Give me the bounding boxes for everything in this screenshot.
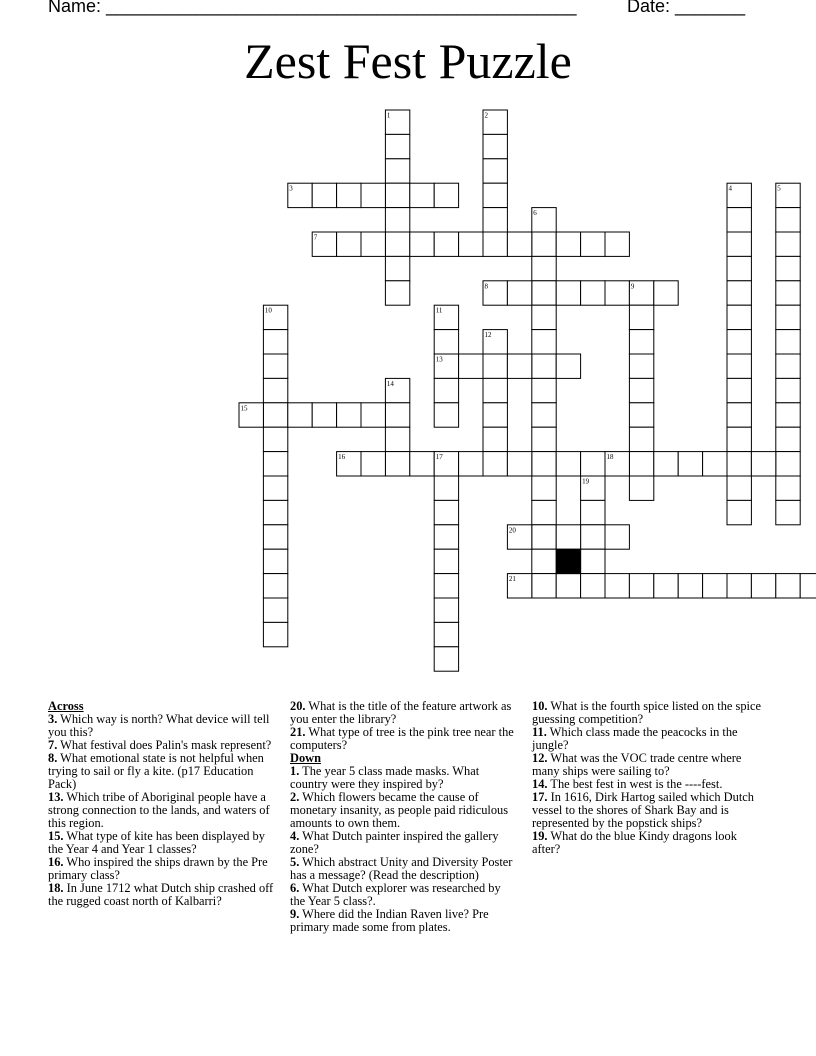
grid-cell[interactable] bbox=[263, 330, 287, 354]
cell-number: 8 bbox=[484, 282, 488, 291]
grid-cell[interactable] bbox=[532, 281, 556, 305]
grid-cell[interactable] bbox=[532, 330, 556, 354]
grid-cell[interactable] bbox=[434, 647, 458, 671]
grid-cell[interactable] bbox=[532, 354, 556, 378]
grid-cell[interactable] bbox=[727, 476, 751, 500]
clues-column-2 bbox=[290, 700, 518, 934]
grid-cell[interactable] bbox=[727, 256, 751, 280]
grid-cell[interactable] bbox=[532, 452, 556, 476]
grid-cell[interactable] bbox=[629, 452, 653, 476]
grid-cell[interactable] bbox=[361, 183, 385, 207]
clue-number: 21. bbox=[290, 725, 306, 739]
clue-item bbox=[290, 908, 518, 934]
grid-cell[interactable] bbox=[385, 183, 409, 207]
clue-text: The best fest in west is the ----fest. bbox=[547, 777, 723, 791]
grid-cell[interactable] bbox=[629, 403, 653, 427]
grid-cell[interactable] bbox=[385, 452, 409, 476]
cell-number: 2 bbox=[484, 111, 488, 120]
grid-cell[interactable] bbox=[434, 622, 458, 646]
clues-column-3 bbox=[532, 700, 764, 856]
clue-number: 6. bbox=[290, 881, 300, 895]
across-heading: Across bbox=[48, 699, 84, 713]
cell-number: 10 bbox=[264, 306, 272, 315]
grid-cell[interactable] bbox=[751, 574, 775, 598]
grid-cell[interactable] bbox=[629, 305, 653, 329]
clue-item bbox=[532, 726, 764, 752]
grid-cell[interactable] bbox=[654, 281, 678, 305]
grid-cell[interactable] bbox=[629, 378, 653, 402]
grid-cell[interactable] bbox=[605, 281, 629, 305]
down-clue-list bbox=[290, 765, 518, 934]
grid-cell[interactable] bbox=[434, 232, 458, 256]
clue-text: Who inspired the ships drawn by the Pre primary class? bbox=[48, 855, 268, 882]
clue-number: 15. bbox=[48, 829, 64, 843]
grid-cell[interactable] bbox=[385, 134, 409, 158]
grid-cell[interactable] bbox=[703, 574, 727, 598]
grid-cell[interactable] bbox=[434, 476, 458, 500]
clue-number: 1. bbox=[290, 764, 300, 778]
clue-text: Which tribe of Aboriginal people have a strong connection to the lands, and waters of this region. bbox=[48, 790, 270, 830]
grid-cell[interactable] bbox=[629, 574, 653, 598]
grid-cell[interactable] bbox=[483, 232, 507, 256]
cell-number: 12 bbox=[484, 331, 492, 340]
clue-text: What is the title of the feature artwork as you enter the library? bbox=[290, 699, 512, 726]
grid-cell[interactable] bbox=[556, 452, 580, 476]
grid-cell[interactable] bbox=[727, 232, 751, 256]
cell-number: 17 bbox=[435, 453, 443, 462]
grid-cell[interactable] bbox=[776, 305, 800, 329]
grid-cell[interactable] bbox=[434, 330, 458, 354]
clue-number: 3. bbox=[48, 712, 58, 726]
clue-number: 14. bbox=[532, 777, 548, 791]
clue-number: 2. bbox=[290, 790, 300, 804]
grid-cell[interactable] bbox=[727, 330, 751, 354]
grid-cell[interactable] bbox=[629, 476, 653, 500]
clue-item bbox=[290, 700, 518, 726]
grid-cell[interactable] bbox=[263, 549, 287, 573]
grid-cell[interactable] bbox=[434, 183, 458, 207]
grid-cell[interactable] bbox=[263, 598, 287, 622]
grid-cell[interactable] bbox=[483, 183, 507, 207]
clue-item bbox=[290, 856, 518, 882]
grid-cell[interactable] bbox=[678, 574, 702, 598]
clue-number: 4. bbox=[290, 829, 300, 843]
clue-item bbox=[532, 700, 764, 726]
grid-cell[interactable] bbox=[459, 354, 483, 378]
clue-item bbox=[532, 752, 764, 778]
grid-cell[interactable] bbox=[751, 452, 775, 476]
grid-cell[interactable] bbox=[727, 378, 751, 402]
clue-number: 11. bbox=[532, 725, 547, 739]
grid-cell[interactable] bbox=[776, 354, 800, 378]
clue-text: What type of kite has been displayed by the Year 4 and Year 1 classes? bbox=[48, 829, 265, 856]
grid-cell[interactable] bbox=[263, 574, 287, 598]
grid-cell[interactable] bbox=[263, 500, 287, 524]
grid-cell[interactable] bbox=[727, 574, 751, 598]
clue-item bbox=[48, 791, 276, 830]
grid-cell[interactable] bbox=[483, 354, 507, 378]
clue-text: What do the blue Kindy dragons look after? bbox=[532, 829, 737, 856]
clue-number: 7. bbox=[48, 738, 58, 752]
grid-cell[interactable] bbox=[385, 232, 409, 256]
grid-cell[interactable] bbox=[410, 452, 434, 476]
grid-cell[interactable] bbox=[532, 305, 556, 329]
grid-cell[interactable] bbox=[385, 403, 409, 427]
grid-cell[interactable] bbox=[263, 476, 287, 500]
grid-cell[interactable] bbox=[532, 232, 556, 256]
grid-cell[interactable] bbox=[776, 476, 800, 500]
grid-cell[interactable] bbox=[727, 305, 751, 329]
clue-text: The year 5 class made masks. What country were they inspired by? bbox=[290, 764, 480, 791]
cell-number: 3 bbox=[289, 184, 293, 193]
grid-cell[interactable] bbox=[361, 232, 385, 256]
clue-item bbox=[532, 791, 764, 830]
grid-cell[interactable] bbox=[410, 232, 434, 256]
grid-cell[interactable] bbox=[361, 403, 385, 427]
grid-cell[interactable] bbox=[776, 452, 800, 476]
cell-number: 21 bbox=[508, 575, 516, 584]
grid-cell[interactable] bbox=[629, 330, 653, 354]
grid-cell[interactable] bbox=[776, 574, 800, 598]
clue-item bbox=[48, 713, 276, 739]
clue-text: What festival does Palin's mask represent? bbox=[57, 738, 272, 752]
grid-cell[interactable] bbox=[556, 232, 580, 256]
down-clue-list-continued bbox=[532, 700, 764, 856]
grid-cell[interactable] bbox=[654, 574, 678, 598]
grid-cell[interactable] bbox=[337, 183, 361, 207]
clue-number: 16. bbox=[48, 855, 64, 869]
grid-cell[interactable] bbox=[434, 378, 458, 402]
grid-cell[interactable] bbox=[776, 281, 800, 305]
cell-number: 14 bbox=[386, 379, 394, 388]
down-heading: Down bbox=[290, 751, 321, 765]
clue-item bbox=[48, 856, 276, 882]
cell-number: 15 bbox=[240, 404, 248, 413]
grid-cell[interactable] bbox=[727, 452, 751, 476]
grid-cell[interactable] bbox=[288, 403, 312, 427]
clue-item bbox=[290, 765, 518, 791]
clue-text: In June 1712 what Dutch ship crashed off the rugged coast north of Kalbarri? bbox=[48, 881, 274, 908]
grid-cell[interactable] bbox=[556, 281, 580, 305]
grid-cell[interactable] bbox=[581, 232, 605, 256]
grid-cell[interactable] bbox=[532, 549, 556, 573]
grid-cell[interactable] bbox=[483, 159, 507, 183]
clue-number: 13. bbox=[48, 790, 64, 804]
grid-cell[interactable] bbox=[776, 378, 800, 402]
grid-cell[interactable] bbox=[459, 452, 483, 476]
grid-cell[interactable] bbox=[605, 574, 629, 598]
grid-cell[interactable] bbox=[459, 232, 483, 256]
cell-number: 16 bbox=[338, 453, 346, 462]
cell-number: 4 bbox=[728, 184, 732, 193]
grid-cell[interactable] bbox=[434, 574, 458, 598]
grid-cell[interactable] bbox=[483, 378, 507, 402]
grid-cell[interactable] bbox=[581, 500, 605, 524]
grid-cell[interactable] bbox=[605, 525, 629, 549]
cell-number: 13 bbox=[435, 355, 443, 364]
cell-number: 20 bbox=[508, 526, 516, 535]
clue-number: 19. bbox=[532, 829, 548, 843]
date-field-label: Date: _______ bbox=[627, 0, 746, 16]
grid-cell[interactable] bbox=[507, 452, 531, 476]
grid-cell[interactable] bbox=[385, 159, 409, 183]
cell-number: 19 bbox=[582, 477, 590, 486]
grid-cell[interactable] bbox=[337, 232, 361, 256]
grid-cell[interactable] bbox=[703, 452, 727, 476]
grid-cell[interactable] bbox=[434, 549, 458, 573]
clue-text: What was the VOC trade centre where many ships were sailing to? bbox=[532, 751, 742, 778]
grid-cell[interactable] bbox=[776, 256, 800, 280]
clue-number: 18. bbox=[48, 881, 64, 895]
clues-column-1 bbox=[48, 700, 276, 908]
clue-number: 5. bbox=[290, 855, 300, 869]
clue-number: 20. bbox=[290, 699, 306, 713]
clue-text: What emotional state is not helpful when trying to sail or fly a kite. (p17 Education Pack) bbox=[48, 751, 264, 791]
clue-text: What type of tree is the pink tree near the computers? bbox=[290, 725, 514, 752]
grid-cell[interactable] bbox=[263, 452, 287, 476]
clue-text: Which class made the peacocks in the jungle? bbox=[532, 725, 738, 752]
clue-number: 17. bbox=[532, 790, 548, 804]
grid-cell[interactable] bbox=[776, 232, 800, 256]
grid-cell[interactable] bbox=[434, 525, 458, 549]
grid-cell[interactable] bbox=[434, 500, 458, 524]
grid-cell[interactable] bbox=[434, 598, 458, 622]
grid-cell[interactable] bbox=[581, 574, 605, 598]
grid-cell[interactable] bbox=[434, 403, 458, 427]
cell-number: 1 bbox=[386, 111, 391, 120]
grid-cell[interactable] bbox=[532, 403, 556, 427]
grid-cell[interactable] bbox=[507, 281, 531, 305]
grid-cell[interactable] bbox=[532, 378, 556, 402]
grid-cell[interactable] bbox=[776, 500, 800, 524]
grid-cell[interactable] bbox=[532, 476, 556, 500]
clue-item bbox=[290, 726, 518, 752]
grid-cell[interactable] bbox=[263, 378, 287, 402]
grid-cell[interactable] bbox=[483, 134, 507, 158]
clue-item bbox=[290, 830, 518, 856]
grid-cell[interactable] bbox=[727, 354, 751, 378]
clue-text: Which abstract Unity and Diversity Poster has a message? (Read the description) bbox=[290, 855, 513, 882]
cell-number: 5 bbox=[777, 184, 781, 193]
grid-cell[interactable] bbox=[727, 208, 751, 232]
clue-text: What Dutch painter inspired the gallery zone? bbox=[290, 829, 499, 856]
grid-cell[interactable] bbox=[800, 574, 816, 598]
grid-cell[interactable] bbox=[385, 208, 409, 232]
cell-number: 18 bbox=[606, 453, 614, 462]
grid-cell[interactable] bbox=[385, 281, 409, 305]
grid-cell[interactable] bbox=[776, 427, 800, 451]
clue-text: Which way is north? What device will tell you this? bbox=[48, 712, 270, 739]
name-field-label: Name: _______________________________________________ bbox=[48, 0, 577, 16]
clue-text: Which flowers became the cause of monetary insanity, as people paid ridiculous amounts to own them. bbox=[290, 790, 509, 830]
grid-cell[interactable] bbox=[361, 452, 385, 476]
grid-cell[interactable] bbox=[385, 256, 409, 280]
grid-cell[interactable] bbox=[654, 452, 678, 476]
grid-cell[interactable] bbox=[532, 427, 556, 451]
grid-cell[interactable] bbox=[532, 500, 556, 524]
grid-cell[interactable] bbox=[776, 330, 800, 354]
clue-item bbox=[48, 882, 276, 908]
clue-text: Where did the Indian Raven live? Pre primary made some from plates. bbox=[290, 907, 489, 934]
cell-number: 6 bbox=[533, 209, 537, 218]
clue-text: What is the fourth spice listed on the spice guessing competition? bbox=[532, 699, 761, 726]
grid-cell[interactable] bbox=[581, 281, 605, 305]
grid-cell[interactable] bbox=[727, 427, 751, 451]
grid-cell[interactable] bbox=[532, 525, 556, 549]
grid-cell[interactable] bbox=[556, 354, 580, 378]
grid-cell[interactable] bbox=[263, 622, 287, 646]
grid-cell[interactable] bbox=[263, 427, 287, 451]
clue-item bbox=[48, 752, 276, 791]
cell-number: 7 bbox=[313, 233, 318, 242]
clue-number: 12. bbox=[532, 751, 548, 765]
grid-cell[interactable] bbox=[581, 525, 605, 549]
clue-item bbox=[290, 791, 518, 830]
grid-cell[interactable] bbox=[776, 403, 800, 427]
grid-cell[interactable] bbox=[312, 183, 336, 207]
puzzle-title: Zest Fest Puzzle bbox=[244, 33, 572, 89]
grid-cell[interactable] bbox=[507, 354, 531, 378]
grid-cell[interactable] bbox=[483, 452, 507, 476]
grid-cell[interactable] bbox=[556, 525, 580, 549]
grid-cell[interactable] bbox=[312, 403, 336, 427]
clue-text: What Dutch explorer was researched by the Year 5 class?. bbox=[290, 881, 501, 908]
grid-cell[interactable] bbox=[581, 452, 605, 476]
grid-cell[interactable] bbox=[483, 427, 507, 451]
grid-cell[interactable] bbox=[727, 281, 751, 305]
grid-cell[interactable] bbox=[483, 208, 507, 232]
clue-text: In 1616, Dirk Hartog sailed which Dutch vessel to the shores of Shark Bay and is represented by the popstick ships? bbox=[532, 790, 754, 830]
grid-cell[interactable] bbox=[727, 500, 751, 524]
cell-number: 9 bbox=[630, 282, 635, 291]
clue-number: 9. bbox=[290, 907, 300, 921]
grid-cell[interactable] bbox=[263, 403, 287, 427]
grid-cell[interactable] bbox=[678, 452, 702, 476]
black-cell bbox=[556, 549, 580, 573]
grid-cell[interactable] bbox=[385, 427, 409, 451]
clue-item bbox=[290, 882, 518, 908]
grid-cell[interactable] bbox=[410, 183, 434, 207]
grid-cell[interactable] bbox=[483, 403, 507, 427]
grid-cell[interactable] bbox=[581, 549, 605, 573]
clue-item bbox=[532, 830, 764, 856]
clue-item bbox=[48, 830, 276, 856]
across-clue-list-continued bbox=[290, 700, 518, 752]
grid-cell[interactable] bbox=[605, 232, 629, 256]
grid-cell[interactable] bbox=[727, 403, 751, 427]
grid-cell[interactable] bbox=[263, 525, 287, 549]
grid-cell[interactable] bbox=[337, 403, 361, 427]
clue-number: 8. bbox=[48, 751, 58, 765]
across-clue-list bbox=[48, 713, 276, 908]
grid-cell[interactable] bbox=[507, 232, 531, 256]
grid-cell[interactable] bbox=[532, 574, 556, 598]
grid-cell[interactable] bbox=[629, 354, 653, 378]
grid-cell[interactable] bbox=[556, 574, 580, 598]
grid-cell[interactable] bbox=[776, 208, 800, 232]
cell-number: 11 bbox=[435, 306, 443, 315]
clue-number: 10. bbox=[532, 699, 548, 713]
grid-cell[interactable] bbox=[263, 354, 287, 378]
grid-cell[interactable] bbox=[532, 256, 556, 280]
grid-cell[interactable] bbox=[629, 427, 653, 451]
